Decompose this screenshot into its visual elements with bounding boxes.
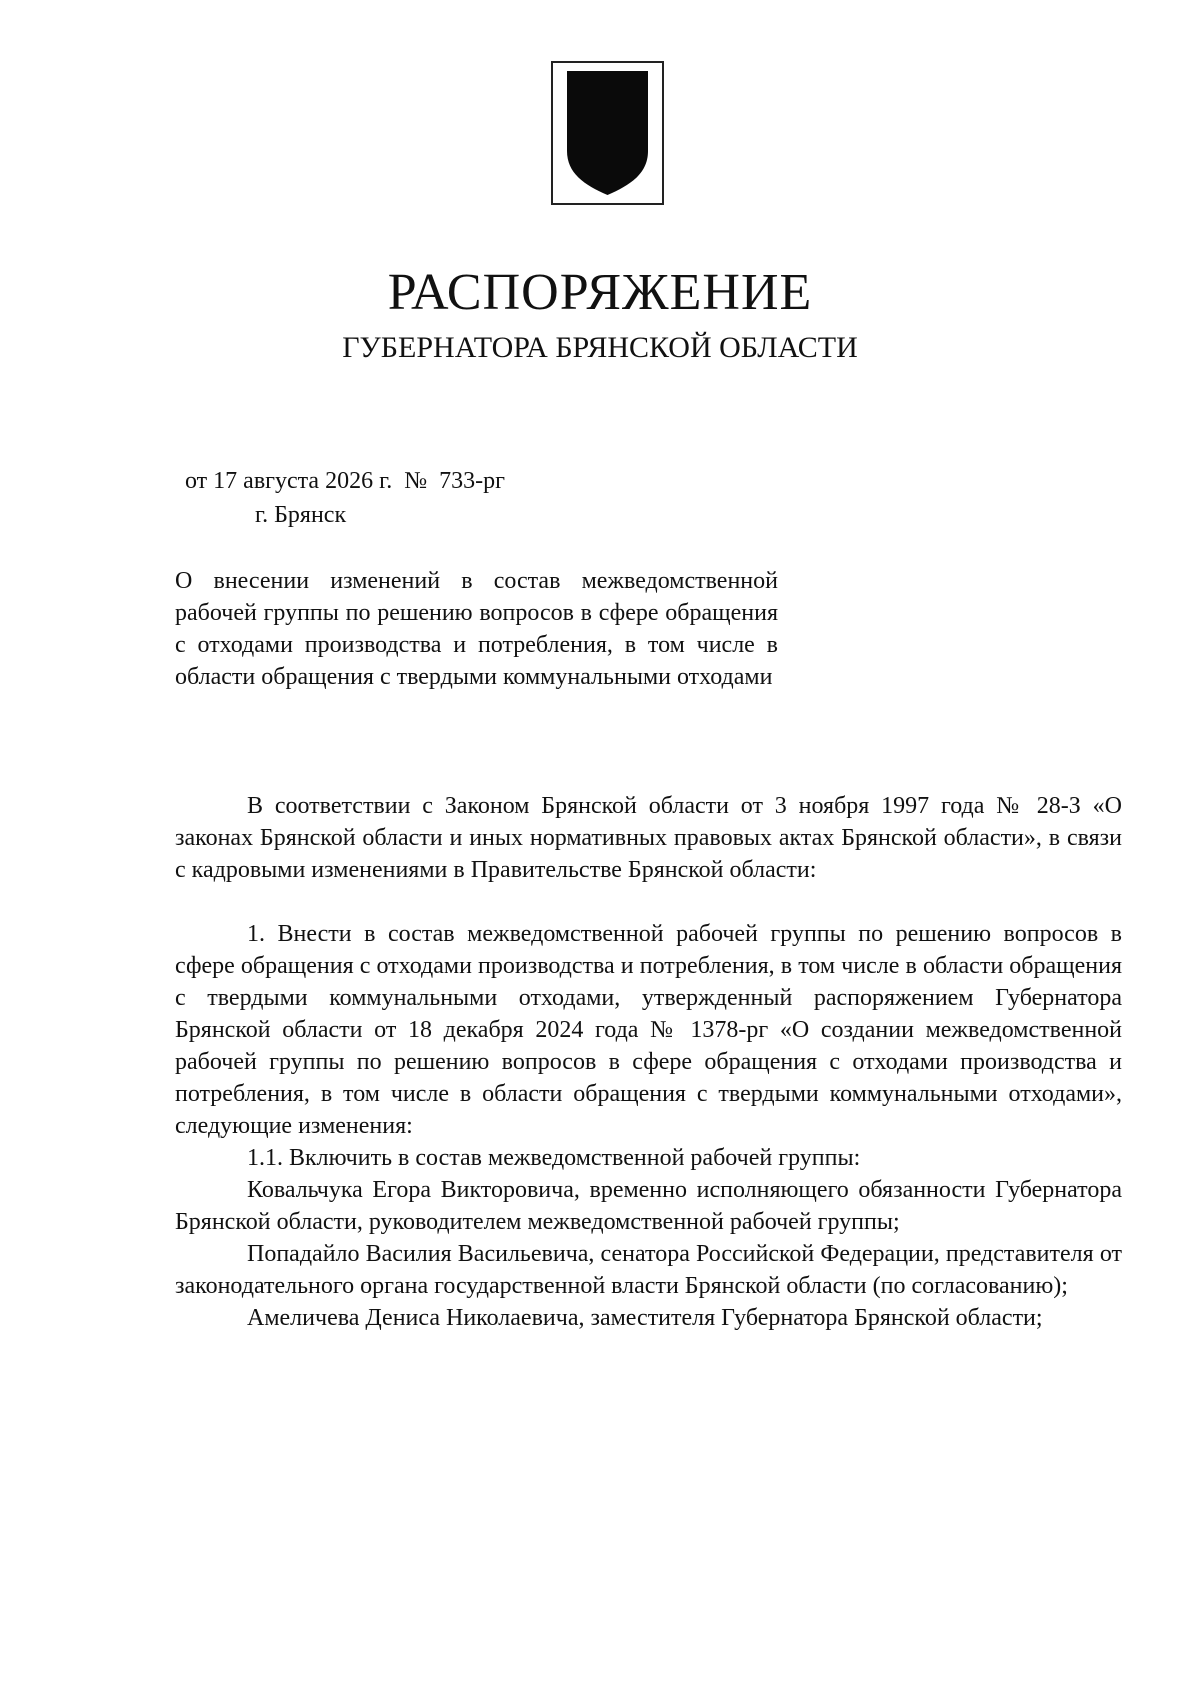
coat-of-arms-emblem [551,61,664,205]
document-subject: О внесении изменений в состав межведомственной рабочей группы по решению вопросов в сфере обращения с отходами производства и потребления, в том числе в области обращения с твердыми коммунальными отходами [175,568,778,690]
coat-of-arms-icon [553,63,662,203]
clause-1-1-paragraph: 1.1. Включить в состав межведомственной рабочей группы: [247,1145,861,1171]
document-body [175,790,1122,1334]
member-paragraph: Попадайло Василия Васильевича, сенатора Российской Федерации, представителя от законодательного органа государственной власти Брянской области (по согласованию); [175,1241,1122,1299]
document-number: 733-рг [439,468,505,494]
clause-1-paragraph: 1. Внести в состав межведомственной рабочей группы по решению вопросов в сфере обращения с отходами производства и потребления, в том числе в области обращения с твердыми коммунальными отходами, утвержденный распоряжением Губернатора Брянской области от 18 декабря 2024 года № 1378-рг «О создании межведомственной рабочей группы по решению вопросов в сфере обращения с отходами производства и потребления, в том числе в области обращения с твердыми коммунальными отходами», следующие изменения: [175,921,1122,1139]
document-city: г. Брянск [255,502,347,528]
member-paragraph: Амеличева Дениса Николаевича, заместителя Губернатора Брянской области; [247,1305,1043,1331]
document-meta [185,464,505,532]
document-title: РАСПОРЯЖЕНИЕ [387,264,813,321]
document-date: от 17 августа 2026 г. [185,468,393,494]
document-number-label: № [404,468,428,494]
document-subtitle: ГУБЕРНАТОРА БРЯНСКОЙ ОБЛАСТИ [342,331,858,364]
member-paragraph: Ковальчука Егора Викторовича, временно исполняющего обязанности Губернатора Брянской области, руководителем межведомственной рабочей группы; [175,1177,1122,1235]
preamble-paragraph: В соответствии с Законом Брянской области от 3 ноября 1997 года № 28-З «О законах Брянской области и иных нормативных правовых актах Брянской области», в связи с кадровыми изменениями в Правительстве Брянской области: [175,793,1122,883]
